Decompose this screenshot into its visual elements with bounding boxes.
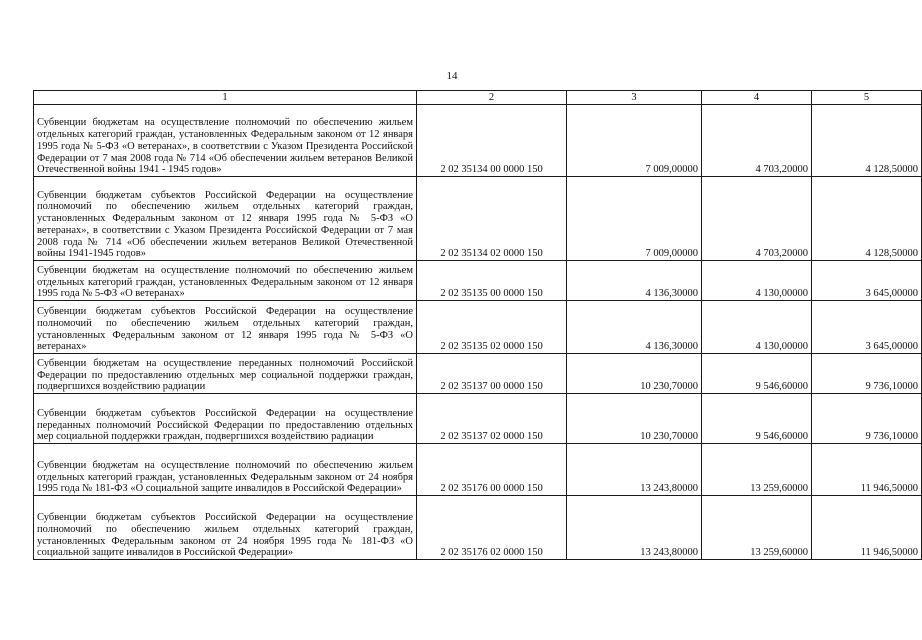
row-value-col3: 13 243,80000 bbox=[567, 444, 702, 496]
row-value-col5: 3 645,00000 bbox=[812, 261, 922, 301]
column-header-2: 2 bbox=[417, 91, 567, 105]
row-description: Субвенции бюджетам на осуществление полномочий по обеспечению жильем отдельных категорий граждан, установленных Федеральным законом от 24 ноября 1995 года № 181-ФЗ «О социальной защите инвалидов в Российской Федерации» bbox=[34, 444, 417, 496]
row-value-col5: 4 128,50000 bbox=[812, 177, 922, 261]
row-budget-code: 2 02 35134 00 0000 150 bbox=[417, 105, 567, 177]
table-body bbox=[34, 105, 922, 560]
row-budget-code: 2 02 35137 00 0000 150 bbox=[417, 354, 567, 394]
table-header bbox=[34, 91, 922, 105]
row-budget-code: 2 02 35135 00 0000 150 bbox=[417, 261, 567, 301]
row-description: Субвенции бюджетам субъектов Российской Федерации на осуществление переданных полномочий Российской Федерации по предоставлению отдельных мер социальной поддержки граждан, подвергшихся воздействию радиации bbox=[34, 394, 417, 444]
row-value-col4: 9 546,60000 bbox=[702, 394, 812, 444]
row-value-col5: 3 645,00000 bbox=[812, 301, 922, 354]
table-row bbox=[34, 261, 922, 301]
row-value-col5: 4 128,50000 bbox=[812, 105, 922, 177]
column-header-1: 1 bbox=[34, 91, 417, 105]
row-value-col3: 13 243,80000 bbox=[567, 496, 702, 560]
row-description: Субвенции бюджетам субъектов Российской Федерации на осуществление полномочий по обеспечению жильем отдельных категорий граждан, установленных Федеральным законом от 12 января 1995 года № 5-ФЗ «О ветеранах» bbox=[34, 301, 417, 354]
table-row bbox=[34, 301, 922, 354]
row-value-col3: 7 009,00000 bbox=[567, 105, 702, 177]
row-budget-code: 2 02 35135 02 0000 150 bbox=[417, 301, 567, 354]
row-budget-code: 2 02 35176 00 0000 150 bbox=[417, 444, 567, 496]
row-value-col5: 9 736,10000 bbox=[812, 394, 922, 444]
row-value-col4: 13 259,60000 bbox=[702, 496, 812, 560]
column-header-5: 5 bbox=[812, 91, 922, 105]
row-value-col5: 11 946,50000 bbox=[812, 444, 922, 496]
row-value-col3: 10 230,70000 bbox=[567, 354, 702, 394]
table-row bbox=[34, 394, 922, 444]
row-value-col3: 7 009,00000 bbox=[567, 177, 702, 261]
column-header-3: 3 bbox=[567, 91, 702, 105]
row-value-col3: 4 136,30000 bbox=[567, 261, 702, 301]
column-header-4: 4 bbox=[702, 91, 812, 105]
row-value-col4: 4 130,00000 bbox=[702, 261, 812, 301]
table-row bbox=[34, 177, 922, 261]
table-row bbox=[34, 444, 922, 496]
row-budget-code: 2 02 35134 02 0000 150 bbox=[417, 177, 567, 261]
row-description: Субвенции бюджетам на осуществление переданных полномочий Российской Федерации по предоставлению отдельных мер социальной поддержки граждан, подвергшихся воздействию радиации bbox=[34, 354, 417, 394]
row-value-col4: 4 130,00000 bbox=[702, 301, 812, 354]
row-value-col3: 4 136,30000 bbox=[567, 301, 702, 354]
row-value-col3: 10 230,70000 bbox=[567, 394, 702, 444]
row-description: Субвенции бюджетам субъектов Российской Федерации на осуществление полномочий по обеспечению жильем отдельных категорий граждан, установленных Федеральным законом от 24 ноября 1995 года № 181-ФЗ «О социальной защите инвалидов в Российской Федерации» bbox=[34, 496, 417, 560]
row-value-col4: 4 703,20000 bbox=[702, 105, 812, 177]
row-budget-code: 2 02 35137 02 0000 150 bbox=[417, 394, 567, 444]
row-value-col4: 13 259,60000 bbox=[702, 444, 812, 496]
row-value-col4: 4 703,20000 bbox=[702, 177, 812, 261]
row-description: Субвенции бюджетам субъектов Российской Федерации на осуществление полномочий по обеспечению жильем отдельных категорий граждан, установленных Федеральным законом от 12 января 1995 года № 5-ФЗ «О ветеранах», в соответствии с Указом Президента Российской Федерации от 7 мая 2008 года № 714 «Об обеспечении жильем ветеранов Великой Отечественной войны 1941-1945 годов» bbox=[34, 177, 417, 261]
budget-table bbox=[33, 90, 922, 560]
row-value-col5: 11 946,50000 bbox=[812, 496, 922, 560]
row-description: Субвенции бюджетам на осуществление полномочий по обеспечению жильем отдельных категорий граждан, установленных Федеральным законом от 12 января 1995 года № 5-ФЗ «О ветеранах», в соответствии с Указом Президента Российской Федерации от 7 мая 2008 года № 714 «Об обеспечении жильем ветеранов Великой Отечественной войны 1941 - 1945 годов» bbox=[34, 105, 417, 177]
row-value-col5: 9 736,10000 bbox=[812, 354, 922, 394]
table-row bbox=[34, 105, 922, 177]
row-description: Субвенции бюджетам на осуществление полномочий по обеспечению жильем отдельных категорий граждан, установленных Федеральным законом от 12 января 1995 года № 5-ФЗ «О ветеранах» bbox=[34, 261, 417, 301]
table-row bbox=[34, 496, 922, 560]
table-row bbox=[34, 354, 922, 394]
row-value-col4: 9 546,60000 bbox=[702, 354, 812, 394]
row-budget-code: 2 02 35176 02 0000 150 bbox=[417, 496, 567, 560]
header-row bbox=[34, 91, 922, 105]
page-number: 14 bbox=[446, 70, 458, 82]
